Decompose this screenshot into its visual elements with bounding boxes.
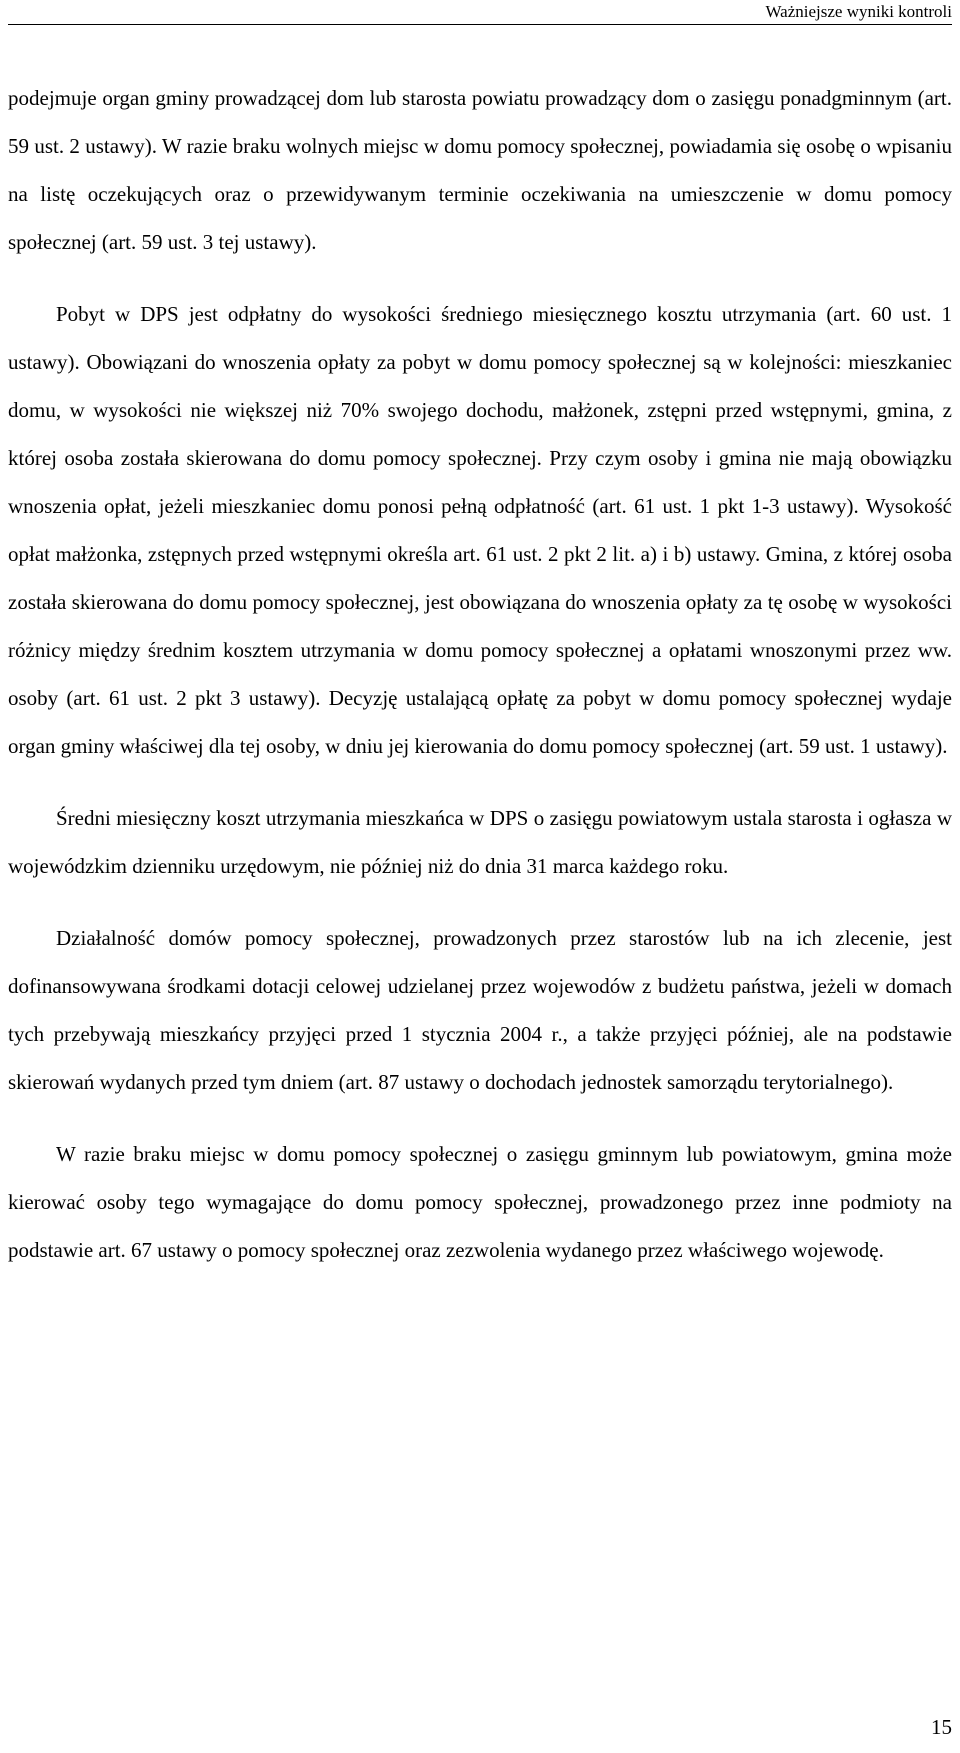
document-body — [8, 74, 952, 1298]
paragraph-subsidy: Działalność domów pomocy społecznej, prowadzonych przez starostów lub na ich zlecenie, jest dofinansowywana środkami dotacji celowej udzielanej przez wojewodów z budżetu państwa, jeżeli w domach tych przebywają mieszkańcy przyjęci przed 1 stycznia 2004 r., a także przyjęci później, ale na podstawie skierowań wydanych przed tym dniem (art. 87 ustawy o dochodach jednostek samorządu terytorialnego). — [8, 926, 952, 1094]
paragraph-average-cost: Średni miesięczny koszt utrzymania mieszkańca w DPS o zasięgu powiatowym ustala starosta i ogłasza w wojewódzkim dzienniku urzędowym, nie później niż do dnia 31 marca każdego roku. — [8, 806, 952, 878]
paragraph-payment-rules: Pobyt w DPS jest odpłatny do wysokości średniego miesięcznego kosztu utrzymania (art. 60 ust. 1 ustawy). Obowiązani do wnoszenia opłaty za pobyt w domu pomocy społecznej są w kolejności: mieszkaniec domu, w wysokości nie większej niż 70% swojego dochodu, małżonek, zstępni przed wstępnymi, gmina, z której osoba została skierowana do domu pomocy społecznej. Przy czym osoby i gmina nie mają obowiązku wnoszenia opłat, jeżeli mieszkaniec domu ponosi pełną odpłatność (art. 61 ust. 1 pkt 1-3 ustawy). Wysokość opłat małżonka, zstępnych przed wstępnymi określa art. 61 ust. 2 pkt 2 lit. a) i b) ustawy. Gmina, z której osoba została skierowana do domu pomocy społecznej, jest obowiązana do wnoszenia opłaty za tę osobę w wysokości różnicy między średnim kosztem utrzymania w domu pomocy społecznej a opłatami wnoszonymi przez ww. osoby (art. 61 ust. 2 pkt 3 ustawy). Decyzję ustalającą opłatę za pobyt w domu pomocy społecznej wydaje organ gminy właściwej dla tej osoby, w dniu jej kierowania do domu pomocy społecznej (art. 59 ust. 1 ustawy). — [8, 302, 952, 758]
paragraph-admission-continued: podejmuje organ gminy prowadzącej dom lub starosta powiatu prowadzący dom o zasięgu ponadgminnym (art. 59 ust. 2 ustawy). W razie braku wolnych miejsc w domu pomocy społecznej, powiadamia się osobę o wpisaniu na listę oczekujących oraz o przewidywanym terminie oczekiwania na umieszczenie w domu pomocy społecznej (art. 59 ust. 3 tej ustawy). — [8, 86, 952, 254]
page-number: 15 — [931, 1715, 952, 1739]
paragraph-lack-of-places: W razie braku miejsc w domu pomocy społecznej o zasięgu gminnym lub powiatowym, gmina może kierować osoby tego wymagające do domu pomocy społecznej, prowadzonego przez inne podmioty na podstawie art. 67 ustawy o pomocy społecznej oraz zezwolenia wydanego przez właściwego wojewodę. — [8, 1142, 952, 1262]
header-title: Ważniejsze wyniki kontroli — [765, 2, 952, 21]
running-header — [8, 0, 952, 25]
